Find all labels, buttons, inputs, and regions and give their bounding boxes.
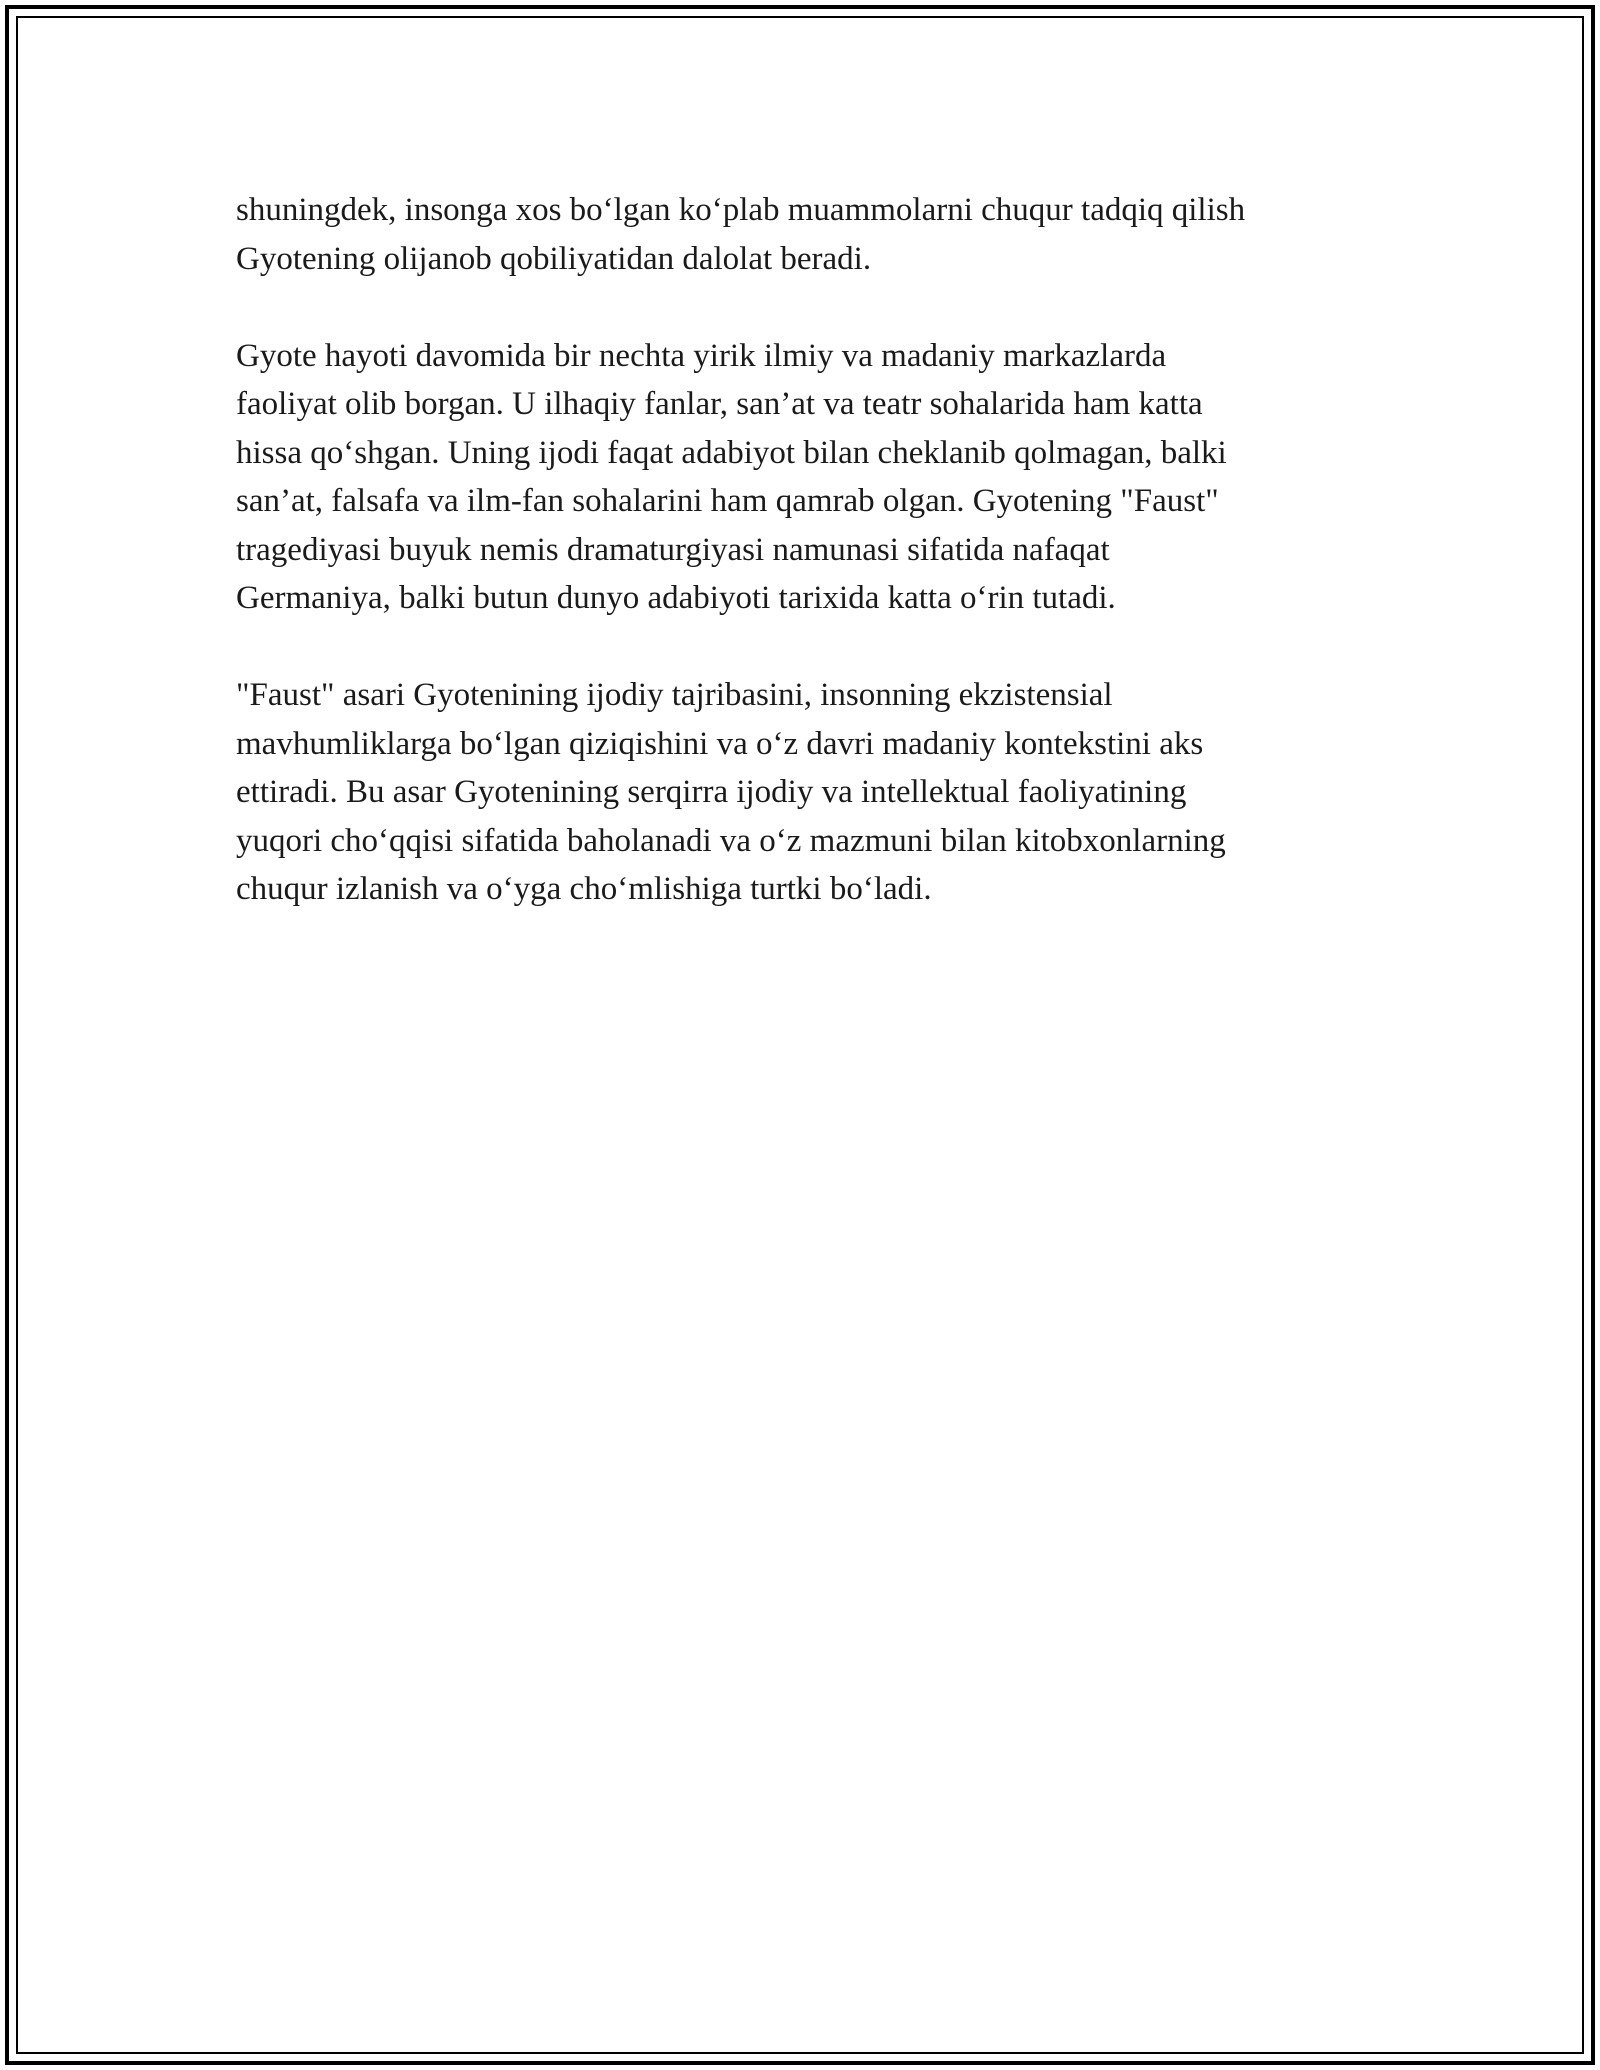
text-line: hissa qo‘shgan. Uning ijodi faqat adabiyot bilan cheklanib qolmagan, balki (236, 434, 1227, 471)
paragraph-1 (236, 186, 1376, 283)
paragraph-2 (236, 332, 1376, 623)
text-line: Germaniya, balki butun dunyo adabiyoti tarixida katta o‘rin tutadi. (236, 580, 1116, 616)
text-line: faoliyat olib borgan. U ilhaqiy fanlar, san’at va teatr sohalarida ham katta (236, 386, 1203, 422)
text-line: Gyote hayoti davomida bir nechta yirik ilmiy va madaniy markazlarda (236, 337, 1167, 374)
text-line: "Faust" asari Gyotenining ijodiy tajribasini, insonning ekzistensial (236, 677, 1113, 713)
text-line: Gyotening olijanob qobiliyatidan dalolat beradi. (236, 240, 872, 277)
text-line: chuqur izlanish va o‘yga cho‘mlishiga turtki bo‘ladi. (236, 871, 932, 907)
document-body (236, 186, 1376, 962)
text-line: tragediyasi buyuk nemis dramaturgiyasi namunasi sifatida nafaqat (236, 531, 1110, 568)
text-line: shuningdek, insonga xos bo‘lgan ko‘plab muammolarni chuqur tadqiq qilish (236, 192, 1246, 228)
paragraph-3 (236, 671, 1376, 914)
text-line: san’at, falsafa va ilm-fan sohalarini ham qamrab olgan. Gyotening "Faust" (236, 483, 1219, 519)
text-line: ettiradi. Bu asar Gyotenining serqirra ijodiy va intellektual faoliyatining (236, 774, 1187, 810)
text-line: mavhumliklarga bo‘lgan qiziqishini va o‘z davri madaniy kontekstini aks (236, 725, 1204, 762)
text-line: yuqori cho‘qqisi sifatida baholanadi va o‘z mazmuni bilan kitobxonlarning (236, 822, 1226, 859)
